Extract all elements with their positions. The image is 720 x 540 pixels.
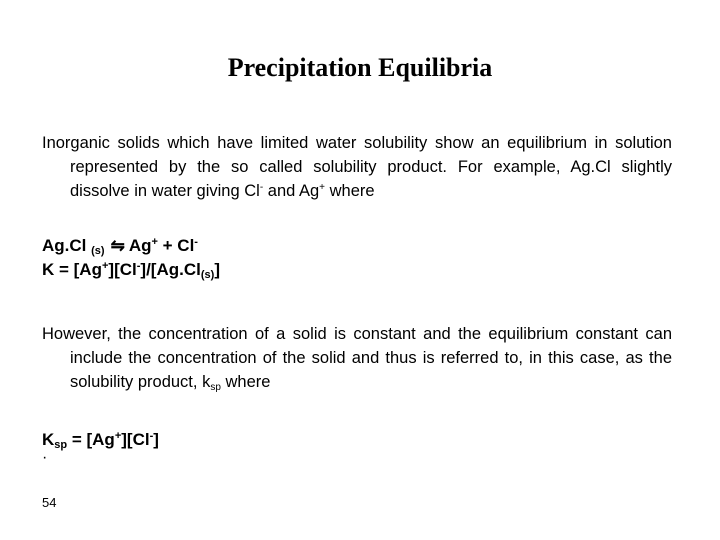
solubility-product-equation: $K_{sp} = [Ag^+][Cl^-]$ [42,430,159,451]
page-number: 54 [42,495,57,510]
equilibrium-constant-equation: $K = [Ag^+][Cl^-]/[Ag.Cl_{(s)}]$ [42,260,220,281]
intro-paragraph: Inorganic solids which have limited water solubility show an equilibrium in solution represented by the so called solubility product. For example, Ag.Cl slightly dissolve in water giving Cl- and Ag+ where [42,134,672,200]
solubility-paragraph: However, the concentration of a solid is constant and the equilibrium constant can include the concentration of the solid and thus is referred to, in this case, as the solubility product, $k_{sp}$ where [42,325,672,393]
slide-title: Precipitation Equilibria [227,53,493,82]
dissolution-equation: Ag.Cl $_{(s)}$ ⇋ Ag+ + Cl- [42,236,198,257]
equilibrium-arrow-icon: ⇋ [110,236,125,255]
stray-dot: · [42,449,48,466]
